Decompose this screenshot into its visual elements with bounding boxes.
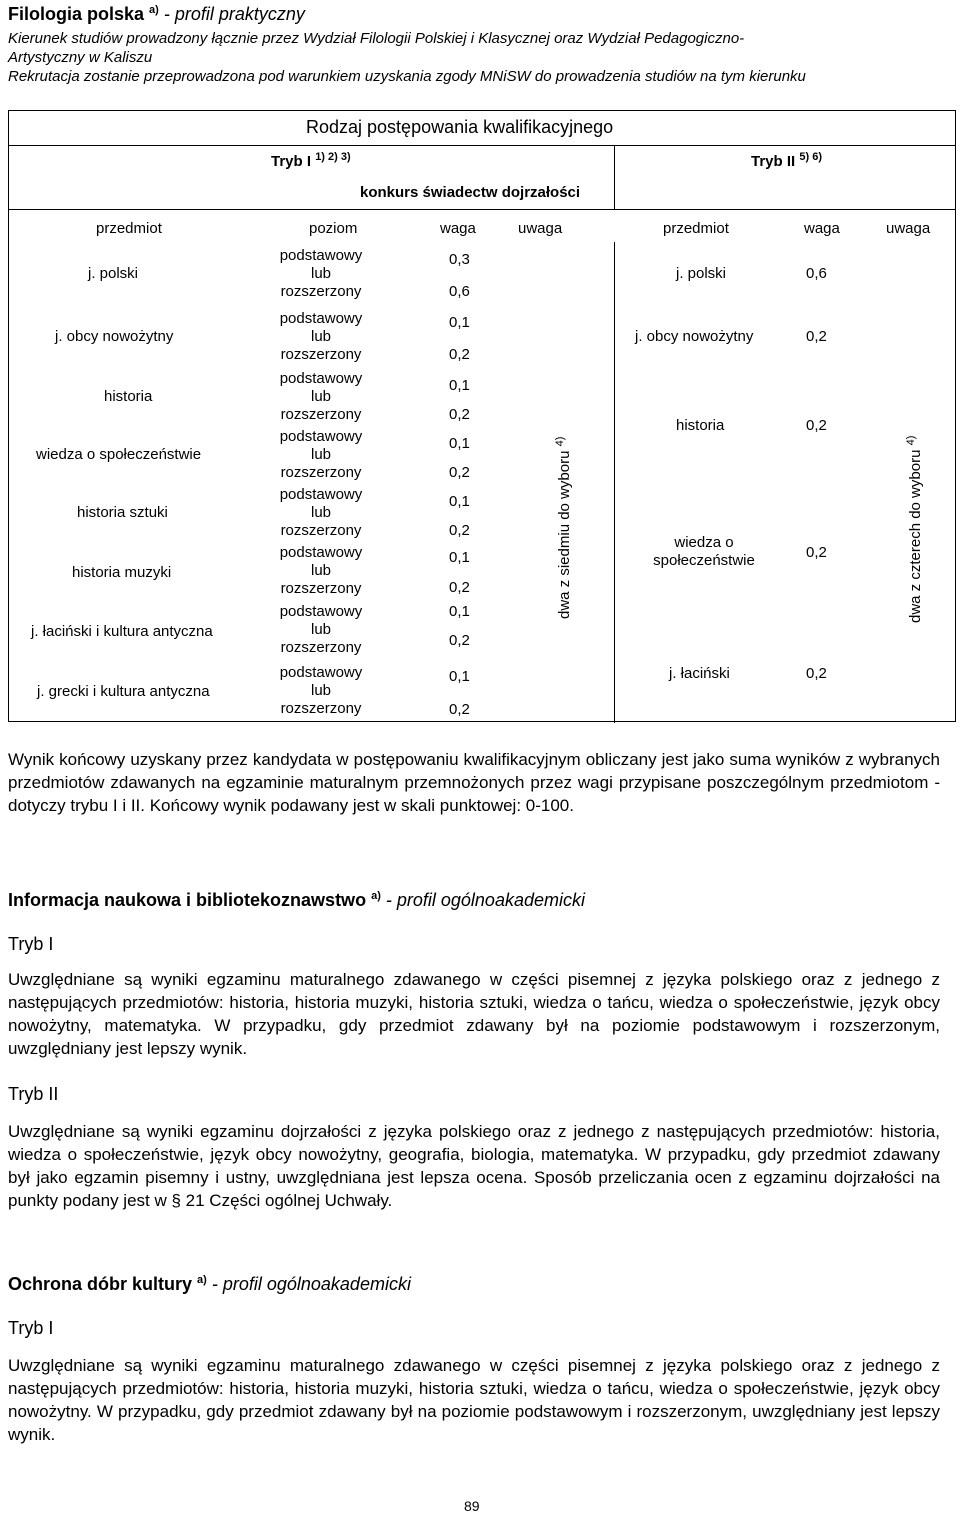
row3-weight-2: 0,2 <box>449 406 470 423</box>
row1-weight-2: 0,6 <box>449 283 470 300</box>
qualification-table <box>8 110 956 722</box>
row8-subject: j. grecki i kultura antyczna <box>37 683 210 700</box>
section2-sup: a) <box>371 890 381 902</box>
section2-title-text: Informacja naukowa i bibliotekoznawstwo <box>8 890 367 910</box>
level-a: podstawowy <box>279 664 363 681</box>
level-b: lub <box>310 446 332 463</box>
level-b: lub <box>310 388 332 405</box>
konkurs-label: konkurs świadectw dojrzałości <box>360 184 581 201</box>
row5-subject: historia sztuki <box>77 504 168 521</box>
header-line-2: Artystyczny w Kaliszu <box>8 49 153 66</box>
title-text: Filologia polska <box>8 4 145 24</box>
level-c: rozszerzony <box>280 406 362 423</box>
t2-row4-weight: 0,2 <box>806 544 827 561</box>
t2-row3-subject: historia <box>676 417 725 434</box>
header-waga-1: waga <box>440 220 476 237</box>
row1-weight-1: 0,3 <box>449 251 470 268</box>
level-c: rozszerzony <box>280 522 362 539</box>
section2-title <box>8 890 585 911</box>
header-przedmiot-1: przedmiot <box>96 220 162 237</box>
table-caption: Rodzaj postępowania kwalifikacyjnego <box>306 117 614 137</box>
section3-suffix: - profil ogólnoakademicki <box>211 1274 411 1294</box>
note1-text: dwa z siedmiu do wyboru <box>556 450 573 619</box>
t2-row5-weight: 0,2 <box>806 665 827 682</box>
row7-weight-1: 0,1 <box>449 603 470 620</box>
level-c: rozszerzony <box>280 700 362 717</box>
t2-row2-subject: j. obcy nowożytny <box>635 328 754 345</box>
row7-level <box>271 603 371 657</box>
row8-level <box>271 664 371 718</box>
row4-weight-2: 0,2 <box>449 464 470 481</box>
level-a: podstawowy <box>279 370 363 387</box>
header-uwaga-1: uwaga <box>518 220 563 237</box>
t2-row5-subject: j. łaciński <box>669 665 730 682</box>
section3-sup: a) <box>197 1274 207 1286</box>
t2-row3-weight: 0,2 <box>806 417 827 434</box>
t2-row1-subject: j. polski <box>676 265 727 282</box>
title-suffix: - profil praktyczny <box>163 4 305 24</box>
row1-subject: j. polski <box>88 265 139 282</box>
row7-subject: j. łaciński i kultura antyczna <box>31 623 213 640</box>
note-2-vertical <box>905 436 924 623</box>
section2-suffix: - profil ogólnoakademicki <box>385 890 585 910</box>
level-c: rozszerzony <box>280 639 362 656</box>
level-c: rozszerzony <box>280 283 362 300</box>
t2-row1-weight: 0,6 <box>806 265 827 282</box>
row5-level <box>271 486 371 540</box>
header-line-1: Kierunek studiów prowadzony łącznie przez Wydział Filologii Polskiej i Klasycznej oraz Wydział Pedagogiczno- <box>8 30 745 47</box>
row2-weight-2: 0,2 <box>449 346 470 363</box>
row3-weight-1: 0,1 <box>449 377 470 394</box>
level-b: lub <box>310 682 332 699</box>
row8-weight-1: 0,1 <box>449 668 470 685</box>
row4-level <box>271 428 371 482</box>
section3-title-text: Ochrona dóbr kultury <box>8 1274 193 1294</box>
note-1-vertical <box>554 437 573 619</box>
title-sup: a) <box>149 4 159 16</box>
note2-text: dwa z czterech do wyboru <box>907 449 924 623</box>
header-poziom: poziom <box>309 220 358 237</box>
row2-weight-1: 0,1 <box>449 314 470 331</box>
section2-tryb2: Tryb II <box>8 1084 59 1104</box>
level-b: lub <box>310 328 332 345</box>
row1-level <box>271 247 371 301</box>
row6-level <box>271 544 371 598</box>
section2-tryb1: Tryb I <box>8 934 54 954</box>
row6-weight-1: 0,1 <box>449 549 470 566</box>
row2-subject: j. obcy nowożytny <box>55 328 174 345</box>
header-line-3: Rekrutacja zostanie przeprowadzona pod warunkiem uzyskania zgody MNiSW do prowadzenia studiów na tym kierunku <box>8 68 806 85</box>
level-c: rozszerzony <box>280 346 362 363</box>
tryb2-text: Tryb II <box>751 153 796 170</box>
tryb1-text: Tryb I <box>271 153 312 170</box>
row6-subject: historia muzyki <box>72 564 172 581</box>
row5-weight-2: 0,2 <box>449 522 470 539</box>
t2-row4-l2: społeczeństwie <box>653 552 755 569</box>
tryb2-sup: 5) 6) <box>799 151 822 163</box>
level-b: lub <box>310 504 332 521</box>
row5-weight-1: 0,1 <box>449 493 470 510</box>
row2-level <box>271 310 371 364</box>
tryb1-label <box>271 151 351 170</box>
section3-tryb1: Tryb I <box>8 1318 54 1338</box>
level-c: rozszerzony <box>280 580 362 597</box>
row7-weight-2: 0,2 <box>449 632 470 649</box>
section3-title <box>8 1274 411 1295</box>
level-a: podstawowy <box>279 486 363 503</box>
level-b: lub <box>310 621 332 638</box>
level-a: podstawowy <box>279 247 363 264</box>
row6-weight-2: 0,2 <box>449 579 470 596</box>
row3-level <box>271 370 371 424</box>
note2-sup: 4) <box>905 435 917 446</box>
t2-row2-weight: 0,2 <box>806 328 827 345</box>
header-przedmiot-2: przedmiot <box>663 220 729 237</box>
summary-text: Wynik końcowy uzyskany przez kandydata w postępowaniu kwalifikacyjnym obliczany jest jako suma wyników z wybranych przedmiotów zdawanych na egzaminie maturalnym przemnożonych przez wagi przypisane poszczególnym przedmiotom - dotyczy trybu I i II. Końcowy wynik podawany jest w skali punktowej: 0-100. <box>8 750 940 815</box>
level-c: rozszerzony <box>280 464 362 481</box>
level-b: lub <box>310 562 332 579</box>
row3-subject: historia <box>104 388 153 405</box>
header-uwaga-2: uwaga <box>886 220 931 237</box>
row8-weight-2: 0,2 <box>449 701 470 718</box>
level-a: podstawowy <box>279 428 363 445</box>
t2-row4-l1: wiedza o <box>674 534 734 551</box>
page-title <box>8 4 305 25</box>
row4-subject: wiedza o społeczeństwie <box>36 446 202 463</box>
t2-row4-subject <box>629 534 779 570</box>
section2-text2: Uwzględniane są wyniki egzaminu dojrzałości z języka polskiego oraz z jednego z następujących przedmiotów: historia, wiedza o społeczeństwie, język obcy nowożytny, geografia, biologia, matematyka. W przypadku, gdy przedmiot zdawany był jako egzamin pisemny i ustny, uwzględniana jest lepsza ocena. Sposób przeliczania ocen z egzaminu dojrzałości na punkty podany jest w § 21 Części ogólnej Uchwały. <box>8 1122 940 1210</box>
level-a: podstawowy <box>279 544 363 561</box>
level-b: lub <box>310 265 332 282</box>
page-number: 89 <box>464 1498 480 1514</box>
row4-weight-1: 0,1 <box>449 435 470 452</box>
section2-text1: Uwzględniane są wyniki egzaminu maturalnego zdawanego w części pisemnej z języka polskiego oraz z jednego z następujących przedmiotów: historia, historia muzyki, historia sztuki, wiedza o tańcu, wiedza o społeczeństwie, język obcy nowożytny, matematyka. W przypadku, gdy przedmiot zdawany był na poziomie podstawowym i rozszerzonym, uwzględniany jest lepszy wynik. <box>8 970 940 1058</box>
note1-sup: 4) <box>554 436 566 447</box>
tryb2-label <box>751 151 822 170</box>
header-waga-2: waga <box>804 220 840 237</box>
level-a: podstawowy <box>279 603 363 620</box>
tryb1-sup: 1) 2) 3) <box>315 151 351 163</box>
level-a: podstawowy <box>279 310 363 327</box>
section3-text1: Uwzględniane są wyniki egzaminu maturalnego zdawanego w części pisemnej z języka polskiego oraz z jednego z następujących przedmiotów: historia, historia muzyki, historia sztuki, wiedza o tańcu, wiedza o społeczeństwie, język obcy nowożytny. W przypadku, gdy przedmiot zdawany był na poziomie podstawowym i rozszerzonym, uwzględniany jest lepszy wynik. <box>8 1356 940 1444</box>
